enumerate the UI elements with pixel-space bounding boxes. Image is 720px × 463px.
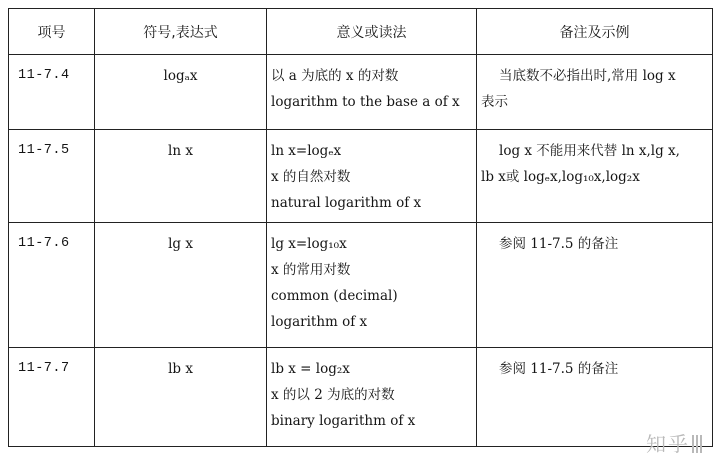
remarks-cell bbox=[477, 130, 713, 223]
remarks-line: log x 不能用来代替 ln x,lg x, bbox=[499, 143, 680, 159]
symbol-cell: logₐx bbox=[95, 55, 267, 130]
meaning-cell bbox=[267, 55, 477, 130]
watermark-text: 知乎 bbox=[646, 432, 690, 456]
remarks-line: 表示 bbox=[481, 94, 508, 110]
header-row bbox=[9, 9, 713, 55]
meaning-line: binary logarithm of x bbox=[271, 413, 416, 429]
remarks-cell bbox=[477, 55, 713, 130]
meaning-line: common (decimal) bbox=[271, 288, 398, 304]
header-symbol: 符号,表达式 bbox=[95, 9, 267, 55]
table-row bbox=[9, 223, 713, 348]
symbol-cell: lb x bbox=[95, 348, 267, 447]
table-row bbox=[9, 348, 713, 447]
meaning-line: x 的常用对数 bbox=[271, 262, 351, 278]
meaning-line: natural logarithm of x bbox=[271, 195, 422, 211]
header-remarks: 备注及示例 bbox=[477, 9, 713, 55]
remarks-line: 参阅 11-7.5 的备注 bbox=[499, 361, 619, 377]
watermark-bars-icon bbox=[692, 435, 704, 453]
meaning-line: logarithm of x bbox=[271, 314, 368, 330]
remarks-line: lb x或 logₑx,log₁₀x,log₂x bbox=[481, 169, 640, 185]
remarks-line: 参阅 11-7.5 的备注 bbox=[499, 236, 619, 252]
header-meaning: 意义或读法 bbox=[267, 9, 477, 55]
meaning-line: logarithm to the base a of x bbox=[271, 94, 460, 110]
remarks-cell bbox=[477, 223, 713, 348]
header-item-no: 项号 bbox=[9, 9, 95, 55]
meaning-line: 以 a 为底的 x 的对数 bbox=[271, 68, 399, 84]
zhihu-watermark bbox=[646, 428, 704, 457]
meaning-line: lg x=log₁₀x bbox=[271, 236, 347, 252]
table-row bbox=[9, 55, 713, 130]
meaning-cell bbox=[267, 223, 477, 348]
meaning-line: ln x=logₑx bbox=[271, 143, 342, 159]
item-number-cell: 11-7.4 bbox=[9, 55, 95, 130]
meaning-line: x 的以 2 为底的对数 bbox=[271, 387, 395, 403]
meaning-line: x 的自然对数 bbox=[271, 169, 351, 185]
table-row bbox=[9, 130, 713, 223]
item-number-cell: 11-7.5 bbox=[9, 130, 95, 223]
meaning-cell bbox=[267, 348, 477, 447]
remarks-line: 当底数不必指出时,常用 log x bbox=[499, 68, 676, 84]
meaning-line: lb x = log₂x bbox=[271, 361, 350, 377]
item-number-cell: 11-7.6 bbox=[9, 223, 95, 348]
symbol-cell: lg x bbox=[95, 223, 267, 348]
symbol-cell: ln x bbox=[95, 130, 267, 223]
logarithm-symbols-table bbox=[8, 8, 713, 447]
item-number-cell: 11-7.7 bbox=[9, 348, 95, 447]
meaning-cell bbox=[267, 130, 477, 223]
